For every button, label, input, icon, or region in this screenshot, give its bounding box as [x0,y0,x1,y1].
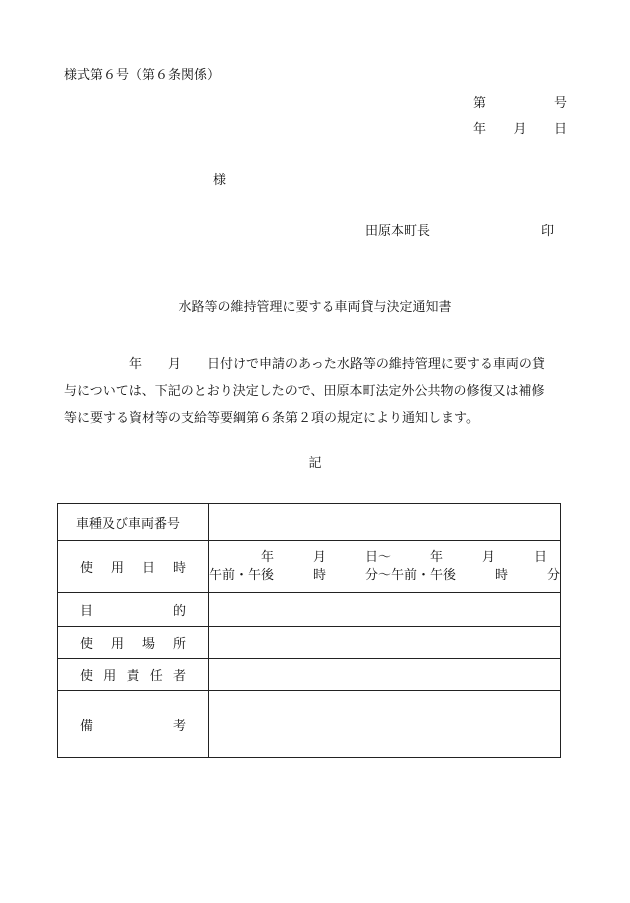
body-line: 等に要する資材等の支給等要綱第６条第２項の規定により通知します。 [64,411,479,426]
number-suffix: 号 [553,96,567,111]
place-label [58,627,209,659]
table-row [58,593,561,627]
label-char: 考 [172,718,186,734]
label-char: 使 [80,561,94,576]
manager-value [208,659,560,691]
ki-heading: 記 [308,456,322,471]
label-char: 所 [172,637,186,652]
label-char: 目 [80,604,94,619]
details-table [57,503,561,758]
datetime-date-range: 年 月 日～ 年 月 日 [208,549,547,565]
remarks-label [58,691,209,758]
datetime-value [208,541,560,593]
label-char: 用 [110,637,124,652]
date-day: 日 [553,122,567,137]
vehicle-value [208,504,560,541]
label-char: 責 [126,669,140,684]
body-line: 年 月 日付けで申請のあった水路等の維持管理に要する車両の貸 [64,357,545,372]
label-char: 任 [149,669,163,684]
table-row [58,691,561,758]
recipient-suffix: 様 [213,173,227,188]
document-title: 水路等の維持管理に要する車両貸与決定通知書 [178,300,452,315]
vehicle-label: 車種及び車両番号 [58,504,209,541]
seal-mark: 印 [541,224,555,239]
label-char: 時 [172,561,186,576]
document-number [473,96,567,112]
label-char: 使 [80,669,94,684]
number-prefix: 第 [473,96,487,111]
table-row [58,504,561,541]
label-char: 用 [103,669,117,684]
label-char: 備 [80,718,94,734]
manager-label [58,659,209,691]
table-row [58,659,561,691]
body-line: 与については、下記のとおり決定したので、田原本町法定外公共物の修復又は補修 [64,384,545,399]
document-date [473,122,567,138]
table-row [58,541,561,593]
label-char: 場 [141,637,155,652]
label-char: 用 [110,561,124,576]
date-month: 月 [513,122,527,137]
datetime-time-range: 午前・午後 時 分～午前・午後 時 分 [208,567,560,583]
table-row [58,627,561,659]
label-char: 日 [141,561,155,576]
purpose-label [58,593,209,627]
body-paragraph [64,351,584,432]
datetime-label [58,541,209,593]
remarks-value [208,691,560,758]
sender-name: 田原本町長 [365,224,431,239]
place-value [208,627,560,659]
label-char: 者 [172,669,186,684]
date-year: 年 [473,122,487,137]
label-char: 使 [80,637,94,652]
purpose-value [208,593,560,627]
form-label: 様式第６号（第６条関係） [64,68,221,83]
label-char: 的 [172,604,186,619]
